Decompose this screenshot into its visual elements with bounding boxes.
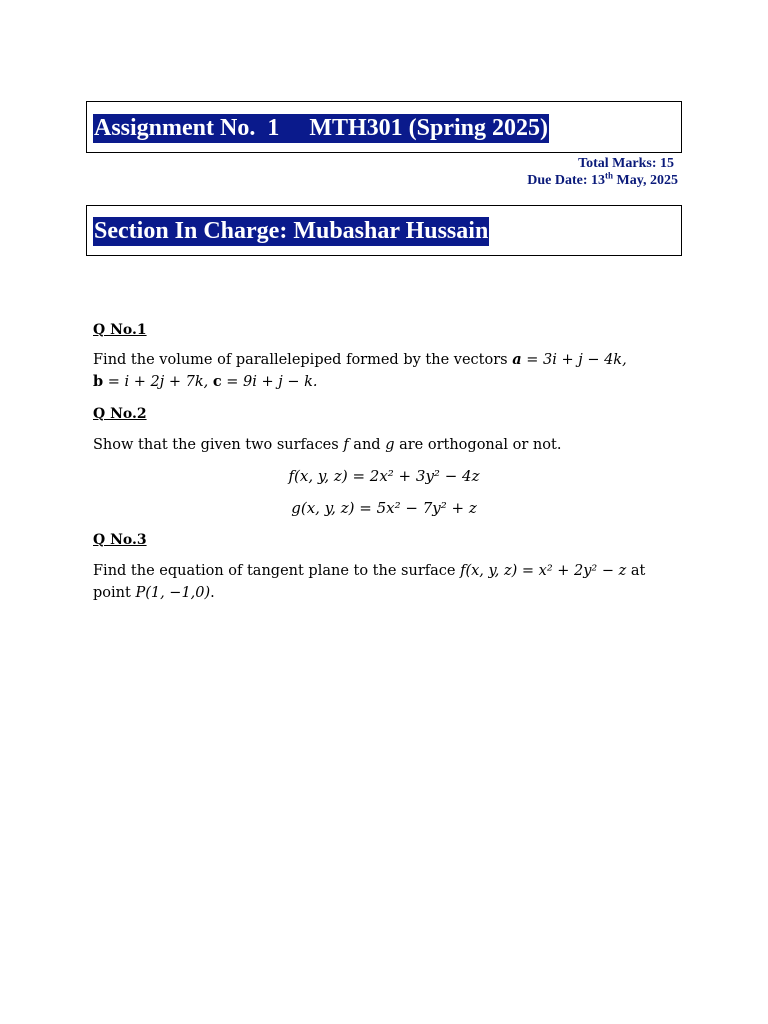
q3-expression: f(x, y, z) = x² + 2y² − z bbox=[460, 563, 627, 579]
assignment-title: Assignment No. 1 MTH301 (Spring 2025) bbox=[94, 115, 549, 141]
q2-and: and bbox=[348, 437, 386, 453]
total-marks: Total Marks: 15 bbox=[578, 156, 674, 171]
due-date-sup: th bbox=[605, 170, 614, 181]
q3-heading: Q No.3 bbox=[93, 532, 147, 548]
q3-point: P(1, −1,0) bbox=[135, 585, 211, 601]
q2-f: f bbox=[343, 437, 349, 453]
q3-period: . bbox=[210, 585, 215, 601]
q3-line1 bbox=[93, 560, 645, 582]
q3-point-label: point bbox=[93, 585, 136, 601]
q1-c-expression: = 9i + j − k. bbox=[221, 374, 318, 390]
q1-heading: Q No.1 bbox=[93, 322, 147, 338]
q1-a-expression: = 3i + j − 4k, bbox=[521, 352, 627, 368]
q1-vector-c: c bbox=[212, 373, 222, 390]
section-box bbox=[86, 205, 682, 256]
q2-g: g bbox=[385, 437, 395, 453]
q1-b-expression: = i + 2j + 7k, bbox=[103, 374, 213, 390]
q2-equation-f: f(x, y, z) = 2x² + 3y² − 4z bbox=[288, 467, 480, 485]
section-in-charge: Section In Charge: Mubashar Hussain bbox=[94, 218, 489, 244]
due-date-prefix: Due Date: 13 bbox=[527, 173, 606, 188]
q1-vector-b: b bbox=[93, 373, 104, 390]
q3-text: Find the equation of tangent plane to the surface bbox=[93, 563, 461, 579]
q1-text: Find the volume of parallelepiped formed by the vectors bbox=[93, 352, 513, 368]
q2-equation-g: g(x, y, z) = 5x² − 7y² + z bbox=[291, 499, 477, 517]
q2-line bbox=[93, 434, 561, 456]
q2-heading: Q No.2 bbox=[93, 406, 147, 422]
due-date bbox=[527, 170, 678, 189]
q2-text-b: are orthogonal or not. bbox=[394, 437, 562, 453]
q1-vector-a: a bbox=[512, 351, 522, 368]
q1-line1 bbox=[93, 349, 627, 371]
q3-tail: at bbox=[626, 563, 646, 579]
due-date-suffix: May, 2025 bbox=[613, 173, 678, 188]
q3-line2 bbox=[93, 582, 215, 604]
q1-line2 bbox=[93, 371, 318, 393]
q2-text-a: Show that the given two surfaces bbox=[93, 437, 344, 453]
title-box bbox=[86, 101, 682, 153]
